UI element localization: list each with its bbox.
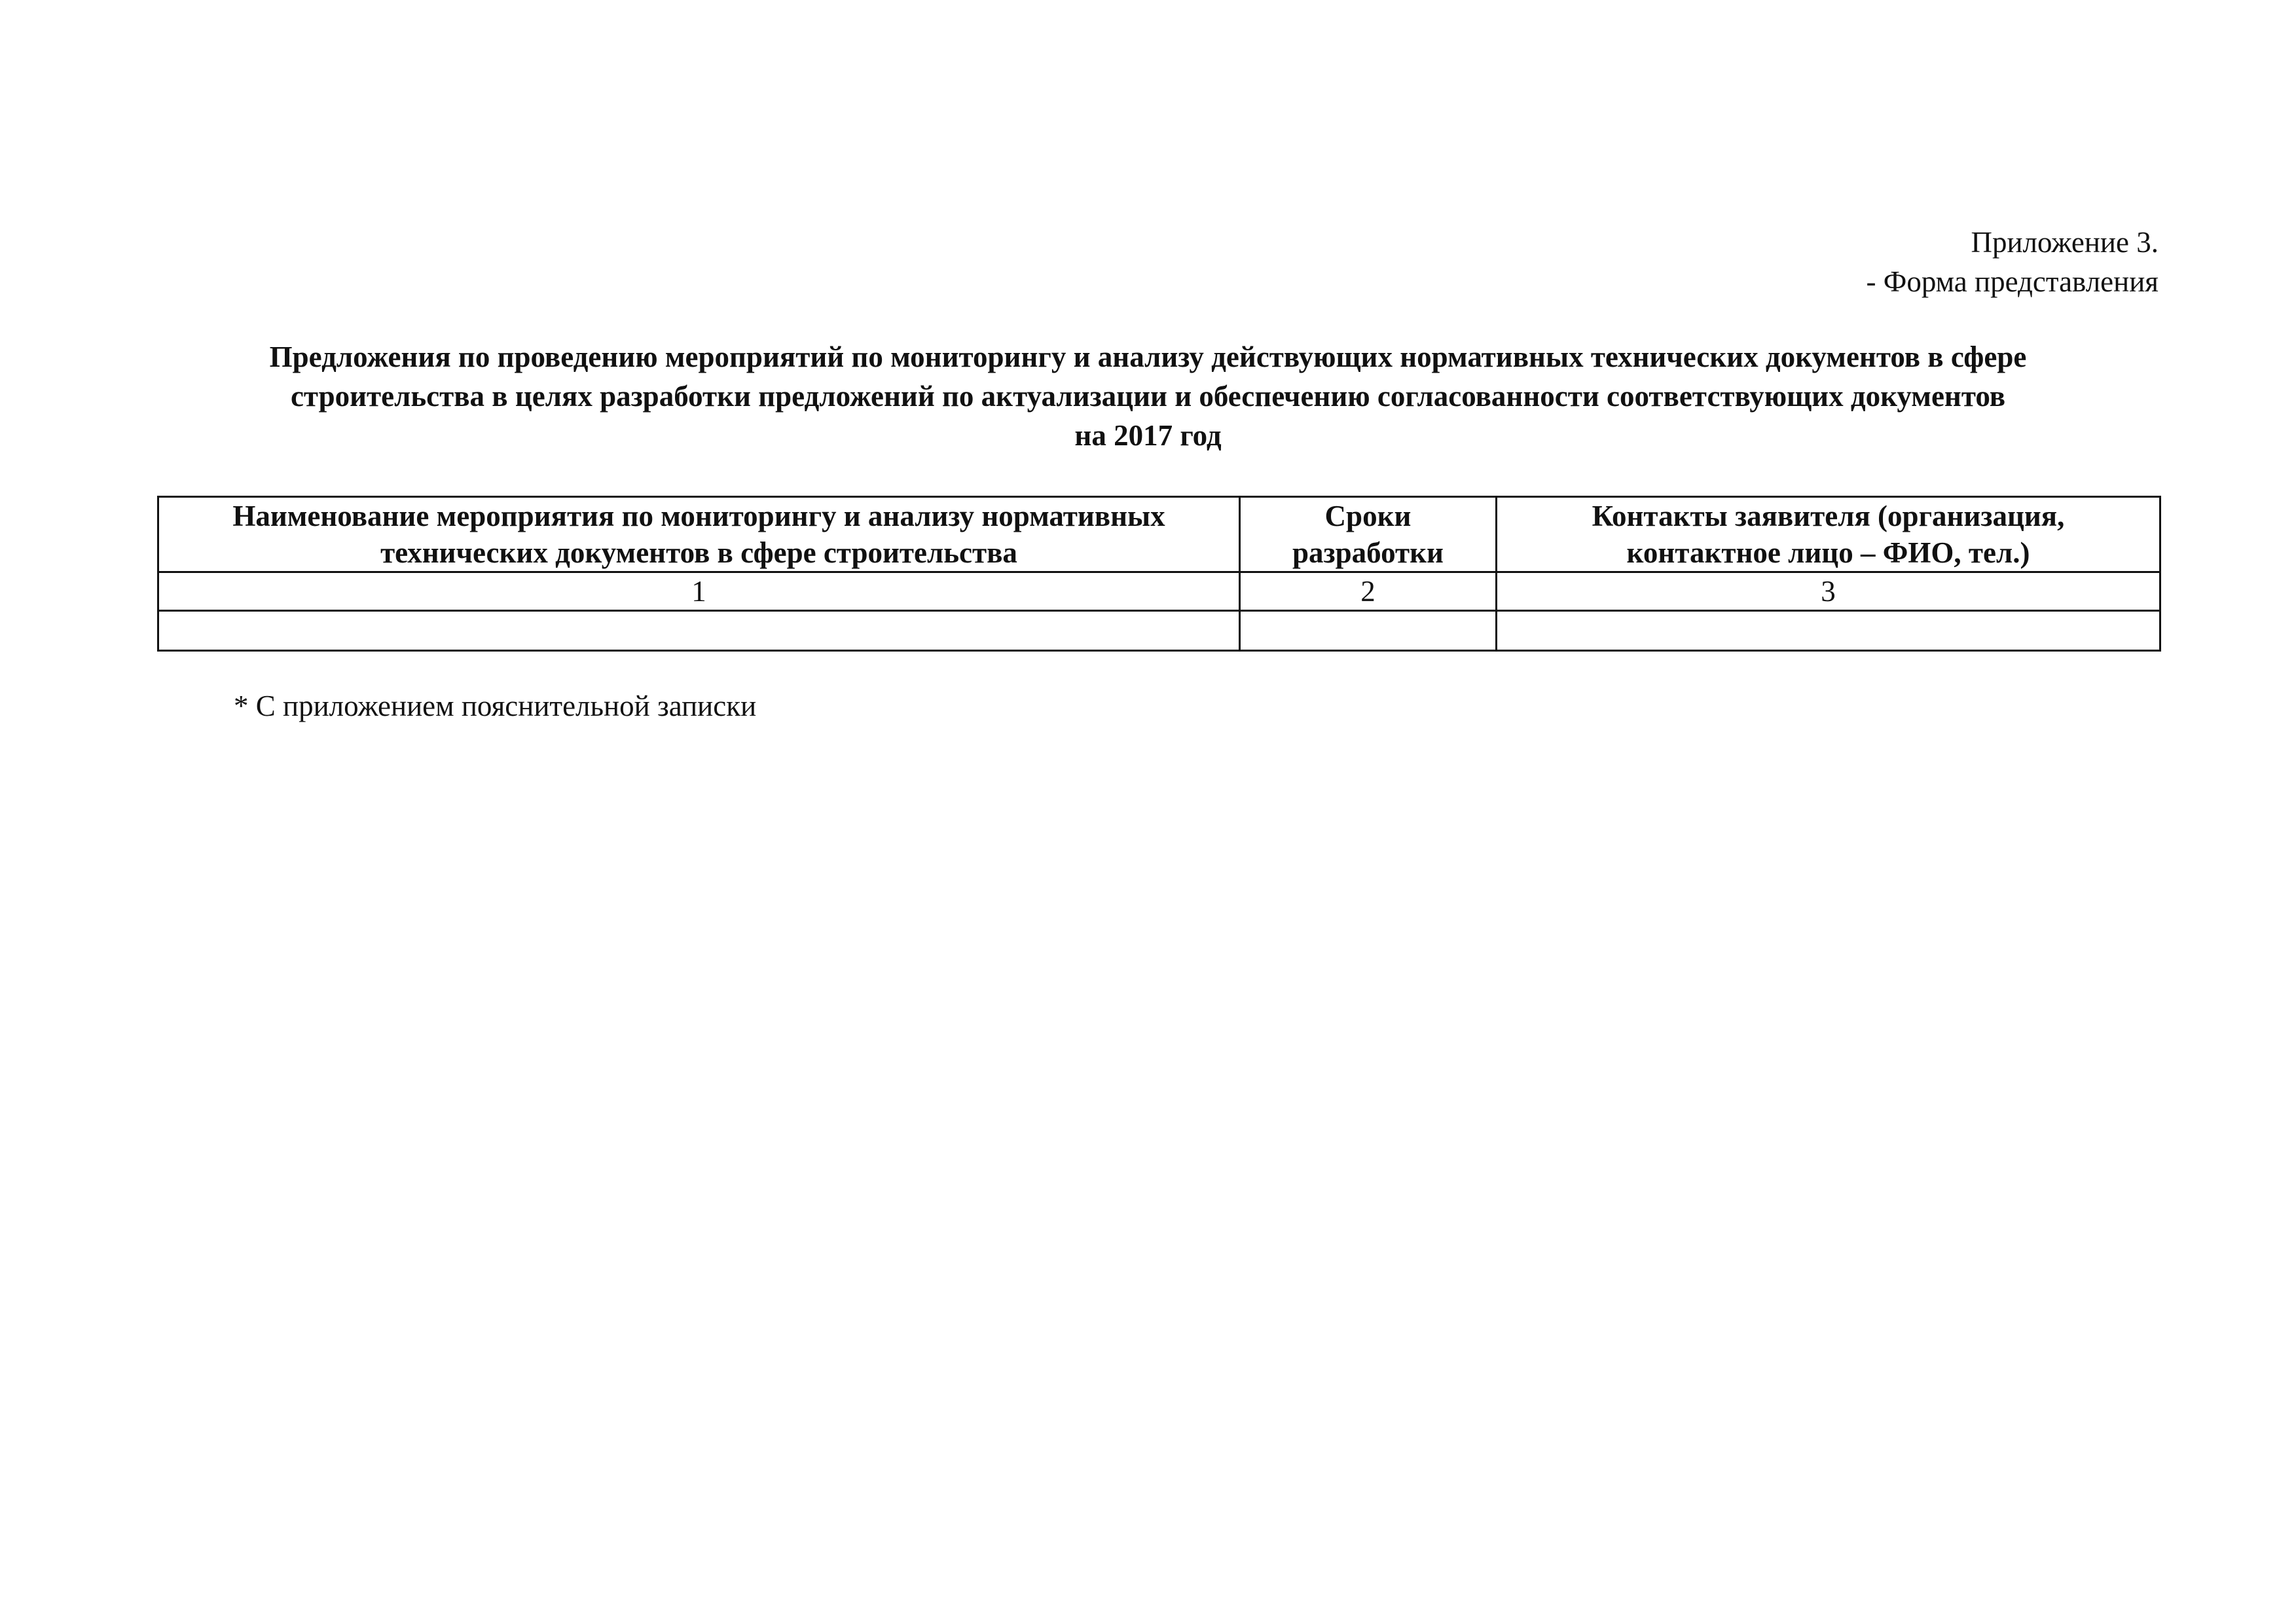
column-number-cell: 3 <box>1497 572 2160 611</box>
column-number-cell: 2 <box>1240 572 1497 611</box>
title-line-2: строительства в целях разработки предложений по актуализации и обеспечению согласованности соответствующих документов <box>290 380 2006 413</box>
table-row <box>158 611 2160 651</box>
appendix-label: Приложение 3. <box>1971 226 2159 259</box>
document-title <box>144 337 2152 455</box>
table-cell-period[interactable] <box>1240 611 1497 651</box>
form-label: - Форма представления <box>1866 265 2159 298</box>
title-line-1: Предложения по проведению мероприятий по мониторингу и анализу действующих нормативных технических документов в сфере <box>269 341 2027 373</box>
footnote: * С приложением пояснительной записки <box>234 690 757 722</box>
column-number-cell: 1 <box>158 572 1240 611</box>
header-activity-name: Наименование мероприятия по мониторингу и анализу нормативных технических документов в сфере строительства <box>158 497 1240 572</box>
table-cell-contacts[interactable] <box>1497 611 2160 651</box>
appendix-header <box>1867 223 2159 301</box>
title-line-3: на 2017 год <box>1074 419 1222 452</box>
table-numbering-row <box>158 572 2160 611</box>
header-applicant-contacts: Контакты заявителя (организация, контактное лицо – ФИО, тел.) <box>1497 497 2160 572</box>
table-header-row <box>158 497 2160 572</box>
proposal-form-table <box>157 496 2161 652</box>
header-development-period: Сроки разработки <box>1240 497 1497 572</box>
table-cell-activity[interactable] <box>158 611 1240 651</box>
